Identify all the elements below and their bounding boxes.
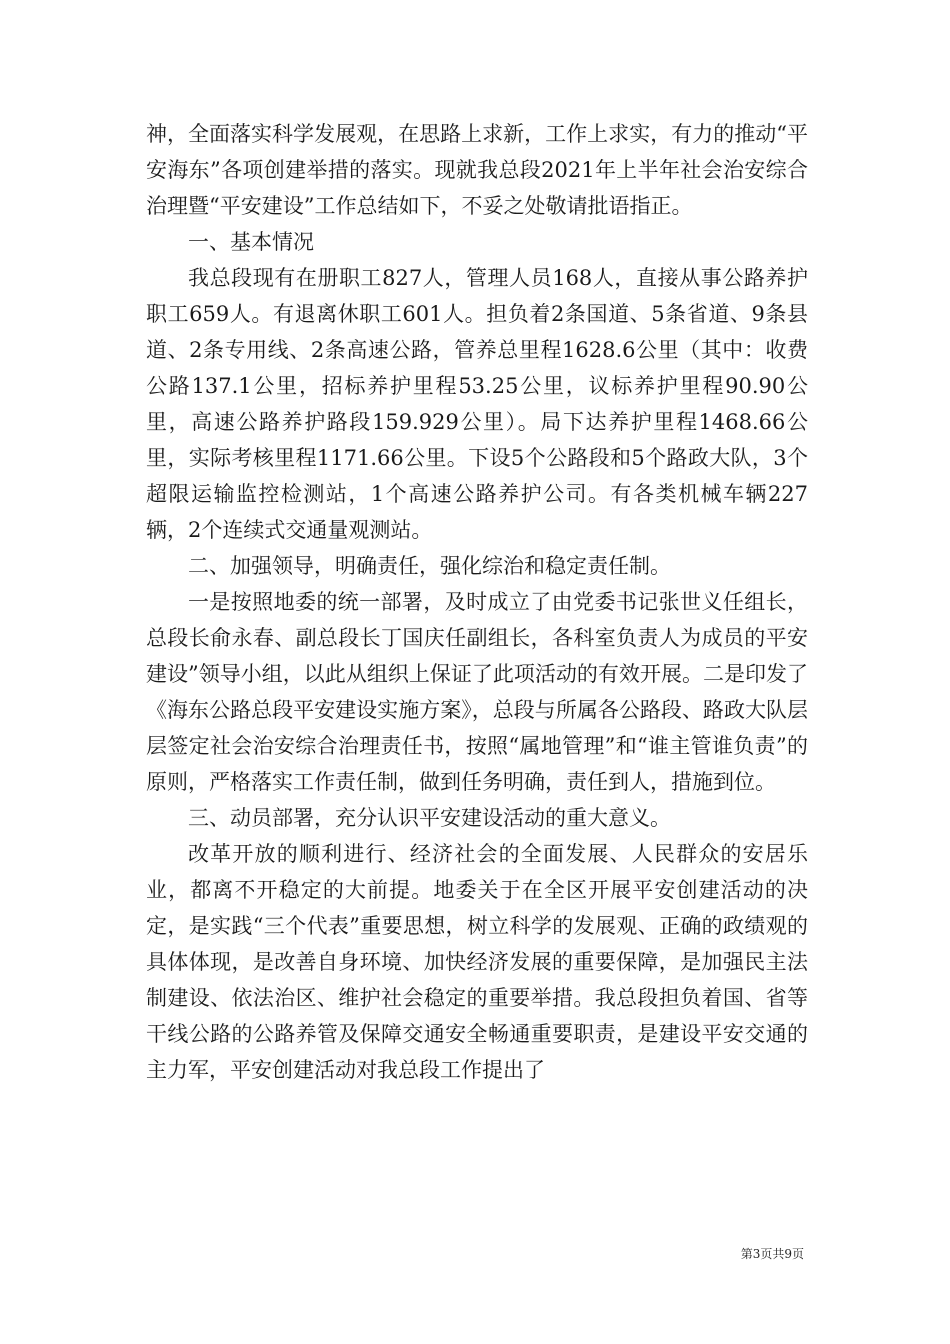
section-heading-mobilization: 三、动员部署，充分认识平安建设活动的重大意义。 xyxy=(188,806,671,830)
paragraph-mobilization: 改革开放的顺利进行、经济社会的全面发展、人民群众的安居乐业，都离不开稳定的大前提。地委关于在全区开展平安创建活动的决定，是实践“三个代表”重要思想，树立科学的发展观、正确的政绩观的具体体现，是改善自身环境、加快经济发展的重要保障，是加强民主法制建设、依法治区、维护社会稳定的重要举措。我总段担负着国、省等干线公路的公路养管及保障交通安全畅通重要职责，是建设平安交通的主力军，平安创建活动对我总段工作提出了 xyxy=(146,842,808,1082)
page-number: 第3页共9页 xyxy=(740,1247,804,1261)
paragraph-leadership: 一是按照地委的统一部署，及时成立了由党委书记张世义任组长，总段长俞永春、副总段长丁国庆任副组长，各科室负责人为成员的平安建设”领导小组，以此从组织上保证了此项活动的有效开展。二是印发了《海东公路总段平安建设实施方案》，总段与所属各公路段、路政大队层层签定社会治安综合治理责任书，按照“属地管理”和“谁主管谁负责”的原则，严格落实工作责任制，做到任务明确，责任到人，措施到位。 xyxy=(146,590,808,794)
section-heading-leadership: 二、加强领导，明确责任，强化综治和稳定责任制。 xyxy=(188,554,671,578)
paragraph-intro-continuation: 神，全面落实科学发展观，在思路上求新，工作上求实，有力的推动“平安海东”各项创建举措的落实。现就我总段2021年上半年社会治安综合治理暨“平安建设”工作总结如下，不妥之处敬请批语指正。 xyxy=(146,122,808,218)
paragraph-basic-situation: 我总段现有在册职工827人，管理人员168人，直接从事公路养护职工659人。有退离休职工601人。担负着2条国道、5条省道、9条县道、2条专用线、2条高速公路，管养总里程1628.6公里（其中：收费公路137.1公里，招标养护里程53.25公里，议标养护里程90.90公里，高速公路养护路段159.929公里）。局下达养护里程1468.66公里，实际考核里程1171.66公里。下设5个公路段和5个路政大队，3个超限运输监控检测站，1个高速公路养护公司。有各类机械车辆227辆，2个连续式交通量观测站。 xyxy=(146,266,808,542)
section-heading-basic-situation: 一、基本情况 xyxy=(188,230,314,254)
document-body xyxy=(146,116,808,1088)
